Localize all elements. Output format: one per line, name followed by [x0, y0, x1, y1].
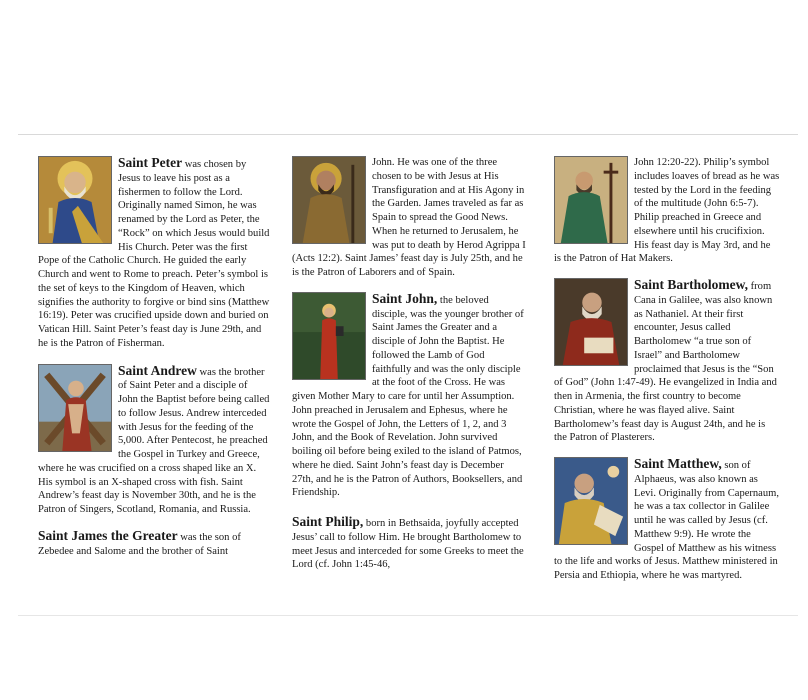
saint-philip-continued-text: John 12:20-22). Philip’s symbol includes loaves of bread as he was tested by the Lord in the feeding of the multitude (John 6:5-7). Philip preached in Greece and elsewhere until his crucifixion. His feast day is May 3rd, and he is the Patron of Hat Makers.: [554, 157, 780, 265]
column-2: [292, 156, 526, 580]
column-1: [38, 156, 270, 566]
saint-andrew-text: was the brother of Saint Peter and a disciple of John the Baptist before being called to follow Jesus. Andrew interceded with Jesus for the feeding of the 5,000. After Pentecost, he preached the Gospel in Turkey and Greece, where he was crucified on a cross shaped like an X. His symbol is an X-shaped cross with fish. Saint Andrew’s feast day is November 30th, and he is the Patron of Singers, Scotland, Romania, and Russia.: [38, 366, 270, 515]
saint-matthew-image: [554, 457, 628, 545]
saint-james-text: was the son of Zebedee and Salome and the brother of Saint: [38, 531, 241, 557]
saint-john-name: Saint John,: [372, 290, 438, 306]
saint-peter-image: [38, 156, 112, 244]
saint-john-entry: [292, 292, 526, 500]
saint-bartholomew-name: Saint Bartholomew,: [634, 277, 749, 292]
saint-james-entry: [38, 529, 270, 559]
saint-john-text: the beloved disciple, was the younger brother of Saint James the Greater and a disciple of John the Baptist. He followed the Lamb of God faithfully and was the only disciple at the foot of the Cross. He was given Mother Mary to care for until her Assumption. John preached in Jerusalem and Ephesus, where he wrote the Gospel of John, the Letters of 1, 2, and 3 John, and the Book of Revelation. John survived boiling oil before being exiled to the island of Patmos, where he died. Saint John’s feast day is December 27th, and he is the Patron of Authors, Booksellers, and Friendship.: [292, 294, 524, 499]
saint-bartholomew-text: from Cana in Galilee, was also known as Nathaniel. At their first encounter, Jesus called Bartholomew “a true son of Israel” and Bartholomew proclaimed that Jesus is the “Son of God” (John 1:47-49). He evangelized in India and then in Armenia, the first country to become Christian, where he was flayed alive. Saint Bartholomew’s feast day is August 24th, and he is the Patron of Plasterers.: [554, 281, 777, 444]
saint-philip-entry: [292, 515, 526, 572]
saint-james-continued-text: John. He was one of the three chosen to be with Jesus at His Transfiguration and at His Agony in the Garden. James traveled as far as Spain to spread the Good News. When he returned to Jerusalem, he was put to death by Herod Agrippa I (Acts 12:2). Saint James’ feast day is July 25th, and he is the Patron of Laborers and of Spain.: [292, 157, 526, 278]
saint-matthew-text: son of Alphaeus, was also known as Levi. Originally from Capernaum, he was a tax collector in Galilee until he was called by Jesus (cf. Matthew 9:9). He wrote the Gospel of Matthew as his witness to the life and works of Jesus. Matthew ministered in Persia and Ethiopia, where he was martyred.: [554, 460, 779, 581]
saint-philip-name: Saint Philip,: [292, 514, 364, 529]
saint-james-image: [292, 156, 366, 244]
saint-philip-continued-entry: [554, 156, 780, 266]
saint-andrew-entry: [38, 364, 270, 517]
saint-peter-name: Saint Peter: [118, 155, 183, 170]
column-3: [554, 156, 780, 591]
saint-matthew-entry: [554, 457, 780, 583]
saint-bartholomew-entry: [554, 278, 780, 445]
saint-peter-entry: [38, 156, 270, 351]
saint-philip-text: born in Bethsaida, joyfully accepted Jesus’ call to follow Him. He brought Bartholomew to meet Jesus and interceded for some Greeks to meet the Lord (cf. John 1:45-46,: [292, 518, 524, 571]
saint-philip-image: [554, 156, 628, 244]
saint-james-continued-entry: [292, 156, 526, 280]
saint-james-name: Saint James the Greater: [38, 527, 178, 543]
saint-andrew-image: [38, 364, 112, 452]
saint-andrew-name: Saint Andrew: [118, 362, 197, 378]
saint-matthew-name: Saint Matthew,: [634, 456, 722, 471]
saint-bartholomew-image: [554, 278, 628, 366]
saint-peter-text: was chosen by Jesus to leave his post as a fishermen to follow the Lord. Originally named Simon, he was renamed by the Lord as Peter, the “Rock” on which Jesus would build His Church. Peter was the first Pope of the Catholic Church. He guided the early Church and went to Rome to preach. Peter’s symbol is the set of keys to the Kingdom of Heaven, which signifies the authority to forgive or bind sins (Matthew 16:19). Peter was crucified upside down and buried on Vatican Hill. Saint Peter’s feast day is June 29th, and he is the Patron of Fisherman.: [38, 159, 270, 349]
saint-john-image: [292, 292, 366, 380]
